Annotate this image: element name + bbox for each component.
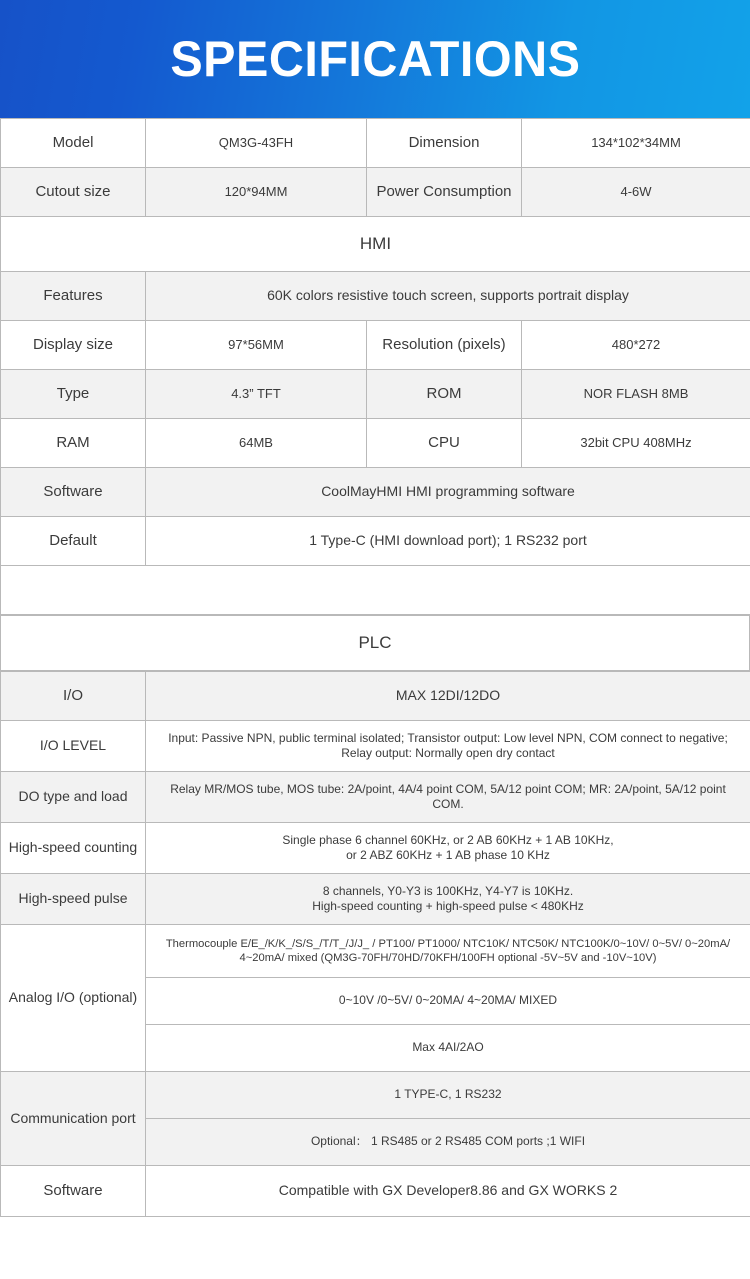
row-label-communication-port: Communication port: [1, 1072, 146, 1166]
row-label-io: I/O: [1, 672, 146, 721]
table-row: [1, 370, 750, 419]
hs-pulse-line-1: 8 channels, Y0-Y3 is 100KHz, Y4-Y7 is 10KHz.: [151, 884, 745, 899]
row-value-do-type: Relay MR/MOS tube, MOS tube: 2A/point, 4A/4 point COM, 5A/12 point COM; MR: 2A/point, 5A/12 point COM.: [146, 772, 750, 823]
row-label-features: Features: [1, 272, 146, 321]
row-value-plc-software: Compatible with GX Developer8.86 and GX WORKS 2: [146, 1166, 750, 1217]
spacer-cell: [1, 566, 750, 615]
table-row: [1, 272, 750, 321]
table-row: [1, 419, 750, 468]
row-label-cpu: CPU: [367, 419, 522, 468]
plc-table: [0, 671, 750, 1217]
table-row: [1, 1166, 750, 1217]
plc-caption-table: [0, 615, 750, 671]
page-banner: [0, 0, 750, 118]
section-header-row: [1, 217, 750, 272]
row-label-type: Type: [1, 370, 146, 419]
row-value-cutout-size: 120*94MM: [146, 168, 367, 217]
bottom-spacer: [0, 1217, 750, 1279]
table-row: [1, 517, 750, 566]
row-label-resolution: Resolution (pixels): [367, 321, 522, 370]
row-value-analog-io-3: Max 4AI/2AO: [146, 1025, 750, 1072]
row-label-cutout-size: Cutout size: [1, 168, 146, 217]
row-label-dimension: Dimension: [367, 119, 522, 168]
row-value-display-size: 97*56MM: [146, 321, 367, 370]
section-title-hmi: HMI: [1, 217, 750, 272]
table-row: [1, 721, 750, 772]
row-label-plc-software: Software: [1, 1166, 146, 1217]
table-row: [1, 168, 750, 217]
hs-counting-line-1: Single phase 6 channel 60KHz, or 2 AB 60KHz + 1 AB 10KHz,: [151, 833, 745, 848]
row-value-default: 1 Type-C (HMI download port); 1 RS232 port: [146, 517, 750, 566]
row-value-features: 60K colors resistive touch screen, supports portrait display: [146, 272, 750, 321]
row-label-power-consumption: Power Consumption: [367, 168, 522, 217]
page-title: SPECIFICATIONS: [170, 34, 580, 84]
row-label-rom: ROM: [367, 370, 522, 419]
row-value-ram: 64MB: [146, 419, 367, 468]
table-row: [1, 772, 750, 823]
row-label-do-type: DO type and load: [1, 772, 146, 823]
table-row: [1, 874, 750, 925]
row-value-dimension: 134*102*34MM: [522, 119, 750, 168]
row-value-communication-port-1: 1 TYPE-C, 1 RS232: [146, 1072, 750, 1119]
row-label-hs-counting: High-speed counting: [1, 823, 146, 874]
section-header-row: [1, 616, 750, 671]
table-row: [1, 321, 750, 370]
row-value-io: MAX 12DI/12DO: [146, 672, 750, 721]
row-label-analog-io: Analog I/O (optional): [1, 925, 146, 1072]
row-value-rom: NOR FLASH 8MB: [522, 370, 750, 419]
row-label-ram: RAM: [1, 419, 146, 468]
row-value-hs-counting: [146, 823, 750, 874]
row-value-analog-io-2: 0~10V /0~5V/ 0~20MA/ 4~20MA/ MIXED: [146, 978, 750, 1025]
row-value-analog-io-1: Thermocouple E/E_/K/K_/S/S_/T/T_/J/J_ / PT100/ PT1000/ NTC10K/ NTC50K/ NTC100K/0~10V/ 0~5V/ 0~20mA/ 4~20mA/ mixed (QM3G-70FH/70HD/70KFH/100FH optional -5V~5V and -10V~10V): [146, 925, 750, 978]
row-value-hmi-software: CoolMayHMI HMI programming software: [146, 468, 750, 517]
row-label-display-size: Display size: [1, 321, 146, 370]
row-label-hmi-software: Software: [1, 468, 146, 517]
general-hmi-table: [0, 118, 750, 615]
row-value-cpu: 32bit CPU 408MHz: [522, 419, 750, 468]
row-value-communication-port-2: Optional： 1 RS485 or 2 RS485 COM ports ;1 WIFI: [146, 1119, 750, 1166]
row-label-default: Default: [1, 517, 146, 566]
row-value-hs-pulse: [146, 874, 750, 925]
row-value-resolution: 480*272: [522, 321, 750, 370]
table-row: [1, 1072, 750, 1119]
table-row: [1, 672, 750, 721]
section-title-plc: PLC: [1, 616, 750, 671]
row-label-hs-pulse: High-speed pulse: [1, 874, 146, 925]
row-label-io-level: I/O LEVEL: [1, 721, 146, 772]
table-row: [1, 823, 750, 874]
spacer-row: [1, 566, 750, 615]
row-value-type: 4.3” TFT: [146, 370, 367, 419]
table-row: [1, 119, 750, 168]
table-row: [1, 468, 750, 517]
table-row: [1, 925, 750, 978]
row-value-model: QM3G-43FH: [146, 119, 367, 168]
row-value-io-level: Input: Passive NPN, public terminal isolated; Transistor output: Low level NPN, COM connect to negative; Relay output: Normally open dry contact: [146, 721, 750, 772]
row-value-power-consumption: 4-6W: [522, 168, 750, 217]
hs-pulse-line-2: High-speed counting + high-speed pulse < 480KHz: [151, 899, 745, 914]
row-label-model: Model: [1, 119, 146, 168]
hs-counting-line-2: or 2 ABZ 60KHz + 1 AB phase 10 KHz: [151, 848, 745, 863]
